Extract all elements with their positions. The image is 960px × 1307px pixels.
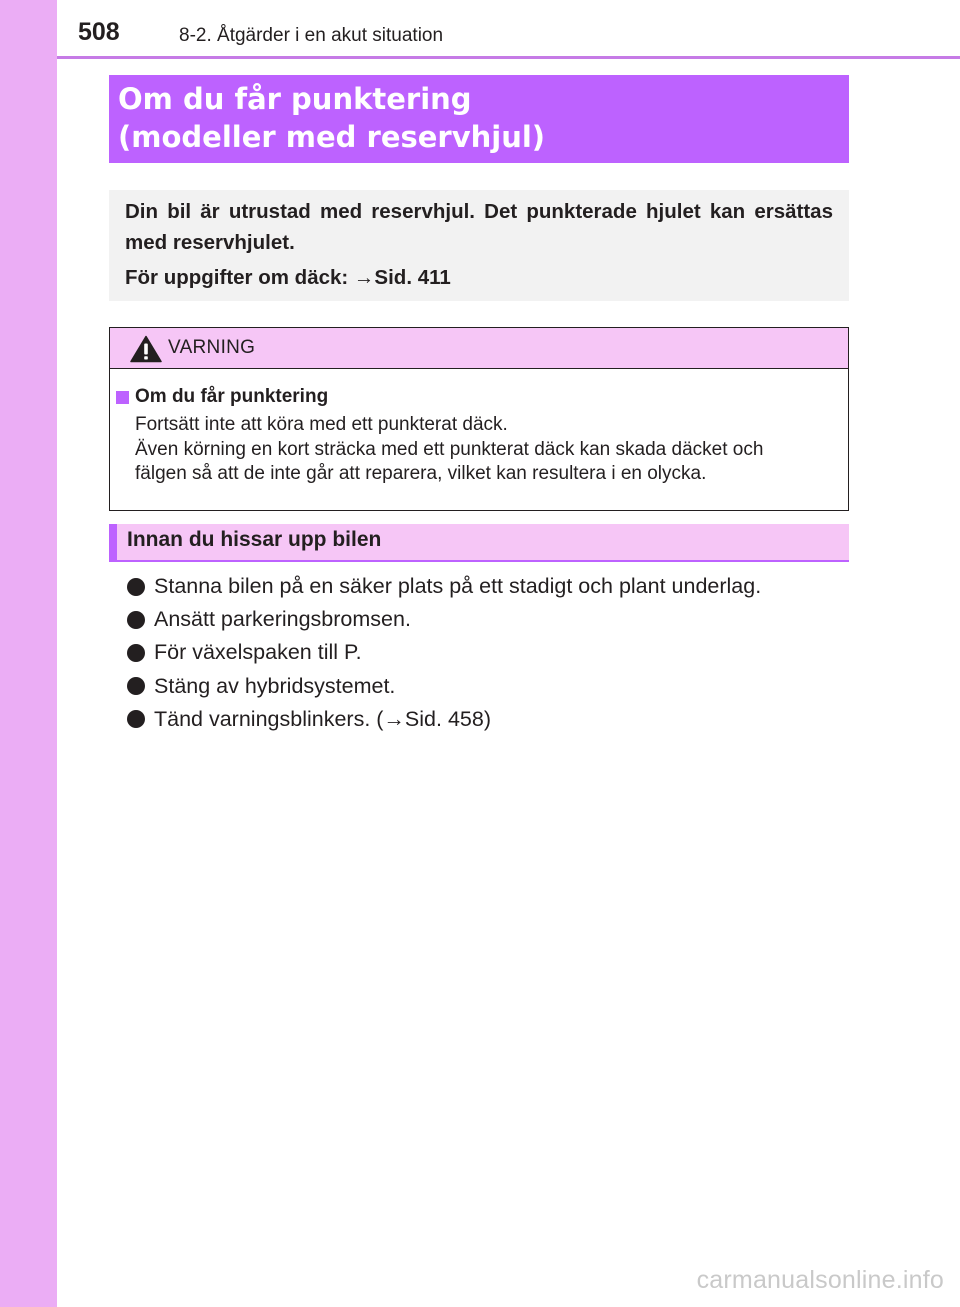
page-number: 508 <box>78 18 120 46</box>
side-strip <box>0 0 57 1307</box>
header-divider <box>57 56 960 59</box>
tire-info-reference: För uppgifter om däck: →Sid. 411 <box>125 266 451 289</box>
list-item <box>127 670 857 703</box>
page-title-box <box>109 75 849 163</box>
bullet-dot-icon <box>127 578 145 596</box>
intro-box <box>109 190 849 301</box>
page-header <box>57 0 960 60</box>
list-item-text: För växelspaken till P. <box>154 640 362 665</box>
bullet-dot-icon <box>127 677 145 695</box>
warning-line: Fortsätt inte att köra med ett punkterat däck. <box>135 414 508 435</box>
warning-subheading <box>116 385 834 409</box>
warning-text <box>116 413 834 487</box>
list-item <box>127 570 857 603</box>
warning-subheading-text: Om du får punktering <box>135 386 329 407</box>
square-bullet-icon <box>116 391 129 404</box>
section-heading-text: Innan du hissar upp bilen <box>127 528 382 551</box>
intro-text: Din bil är utrustad med reservhjul. Det punkterade hjulet kan ersättas med reservhjulet. <box>125 200 833 254</box>
warning-header <box>110 328 848 369</box>
page-title-line-1: Om du får punktering <box>118 82 472 116</box>
warning-line: Även körning en kort sträcka med ett punkterat däck kan skada däcket och <box>135 438 764 460</box>
list-item <box>127 603 857 636</box>
list-item-text: Stanna bilen på en säker plats på ett stadigt och plant underlag. <box>154 574 762 599</box>
watermark: carmanualsonline.info <box>696 1266 944 1294</box>
warning-label: VARNING <box>168 337 256 358</box>
warning-body <box>110 369 848 487</box>
list-item-text: Tänd varningsblinkers. (→Sid. 458) <box>154 706 491 731</box>
page-title-line-2: (modeller med reservhjul) <box>118 120 546 154</box>
bullet-dot-icon <box>127 611 145 629</box>
bullet-dot-icon <box>127 644 145 662</box>
list-item <box>127 636 857 669</box>
bullet-dot-icon <box>127 710 145 728</box>
list-item-text: Stäng av hybridsystemet. <box>154 673 396 698</box>
section-heading-bar <box>109 524 117 560</box>
section-reference: 8-2. Åtgärder i en akut situation <box>179 25 444 46</box>
warning-line: fälgen så att de inte går att reparera, vilket kan resultera i en olycka. <box>135 463 707 484</box>
section-heading <box>109 524 849 562</box>
warning-box <box>109 327 849 511</box>
list-item-text: Ansätt parkeringsbromsen. <box>154 607 411 632</box>
list-item <box>127 703 857 736</box>
warning-triangle-icon <box>130 335 162 363</box>
step-list <box>127 570 857 736</box>
